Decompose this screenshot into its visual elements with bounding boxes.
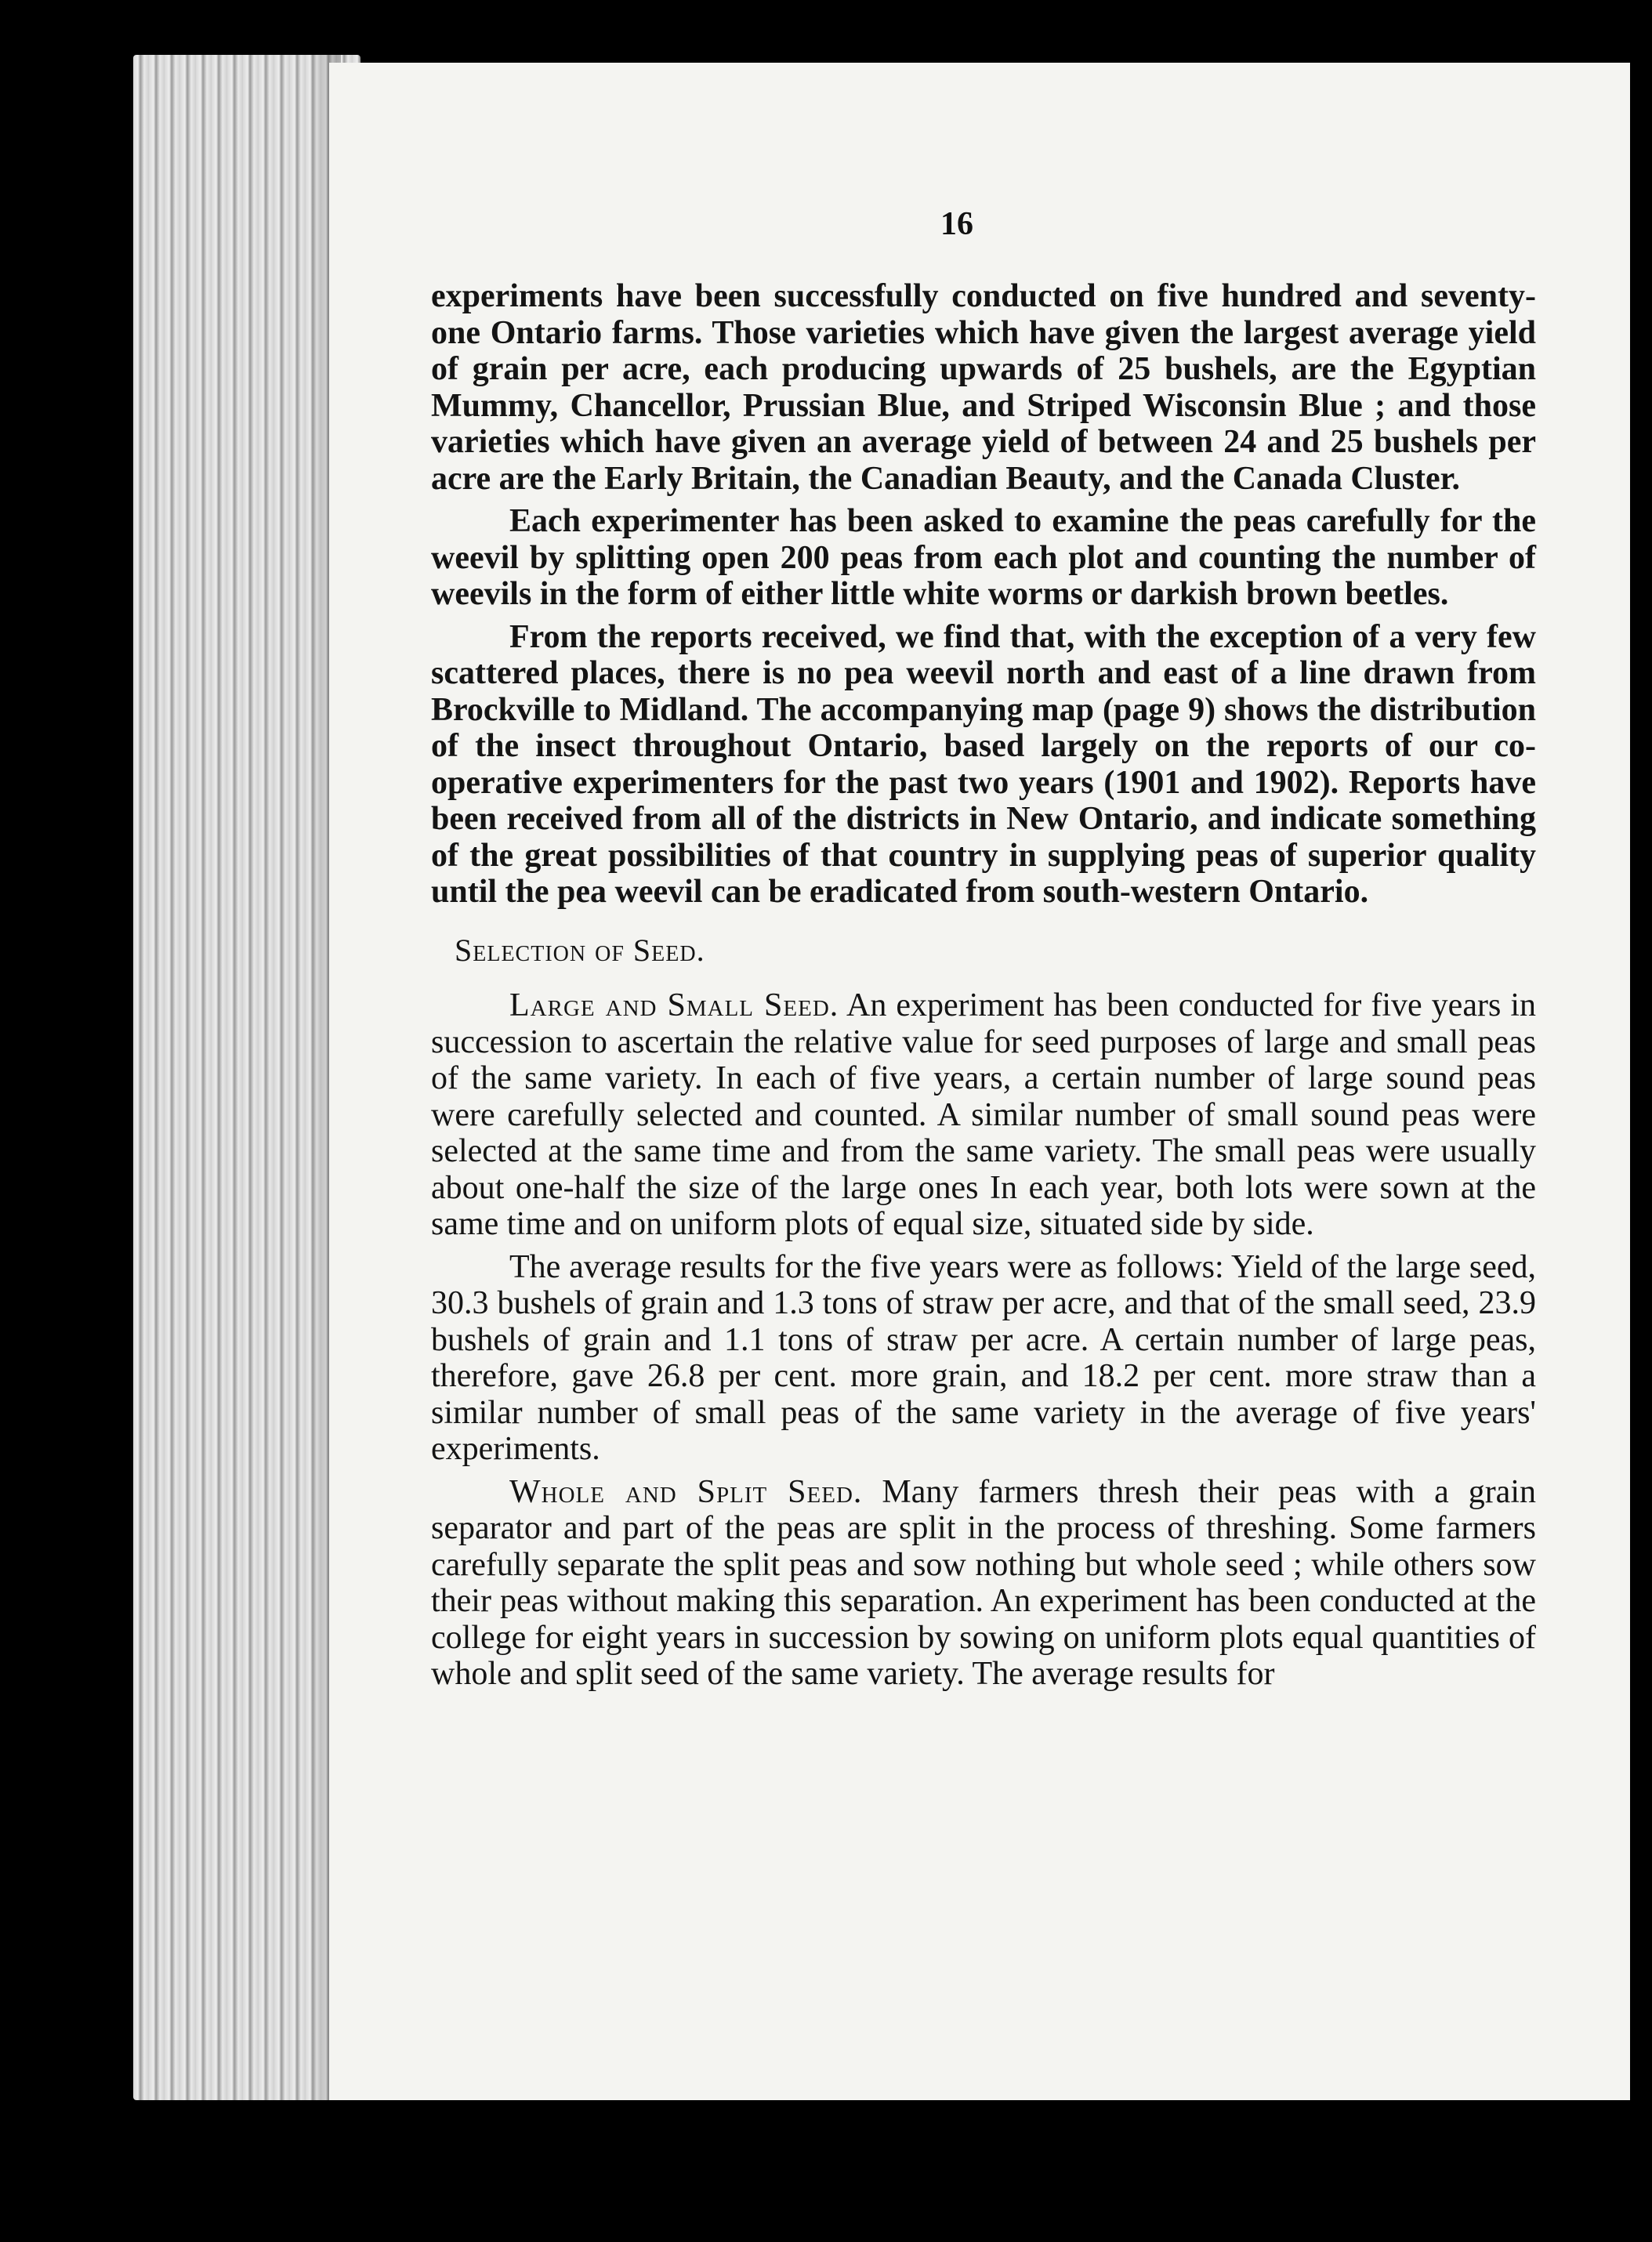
section-heading: Selection of Seed. xyxy=(455,932,705,968)
paragraph-weevil-distribution: From the reports received, we find that, with the exception of a very few scattered places, there is no pea weevil north and east of a line drawn from Brockville to Midland. The accompanying map (page 9) shows the distribution of the insect throughout Ontario, based largely on the reports of our co-operative experimenters for the past two years (1901 and 1902). Reports have been received from all of the districts in New Ontario, and indicate something of the great possibilities of that country in supplying peas of superior quality until the pea weevil can be eradicated from south-western Ontario. xyxy=(431,618,1536,910)
paragraph-continuation: experiments have been successfully conducted on five hundred and seventy-one Ontario farms. Those varieties which have given the largest average yield of grain per acre, each producing upwards of 25 bushels, are the Egyptian Mummy, Chancellor, Prussian Blue, and Striped Wisconsin Blue ; and those varieties which have given an average yield of between 24 and 25 bushels per acre are the Early Britain, the Canadian Beauty, and the Canada Cluster. xyxy=(431,278,1536,497)
run-in-heading: Whole and Split Seed. xyxy=(509,1473,863,1510)
paragraph-text: Many farmers thresh their peas with a grain separator and part of the peas are split in the process of threshing. Some farmers carefully separate the split peas and sow nothing but whole seed ; while others sow their peas without making this separation. An experiment has been conducted at the college for eight years in succession by sowing on uniform plots equal quantities of whole and split seed of the same variety. The average results for xyxy=(431,1473,1536,1692)
paragraph-large-small-seed xyxy=(431,987,1536,1243)
paragraph-text: An experiment has been conducted for five years in succession to ascertain the relative value for seed purposes of large and small peas of the same variety. In each of five years, a certain number of large sound peas were carefully selected and counted. A similar number of small sound peas were selected at the same time and from the same variety. The small peas were usually about one-half the size of the large ones In each year, both lots were sown at the same time and on uniform plots of equal size, situated side by side. xyxy=(431,987,1536,1242)
page-number: 16 xyxy=(940,206,973,242)
paragraph-average-results: The average results for the five years were as follows: Yield of the large seed, 30.3 bushels of grain and 1.3 tons of straw per acre, and that of the small seed, 23.9 bushels of grain and 1.1 tons of straw per acre. A certain number of large peas, therefore, gave 26.8 per cent. more grain, and 18.2 per cent. more straw than a similar number of small peas of the same variety in the average of five years' experiments. xyxy=(431,1248,1536,1467)
paragraph-weevil-examination: Each experimenter has been asked to examine the peas carefully for the weevil by splitting open 200 peas from each plot and counting the number of weevils in the form of either little white worms or darkish brown beetles. xyxy=(431,503,1536,612)
run-in-heading: Large and Small Seed. xyxy=(509,987,839,1023)
paragraph-whole-split-seed xyxy=(431,1474,1536,1693)
page-body xyxy=(431,278,1536,1693)
